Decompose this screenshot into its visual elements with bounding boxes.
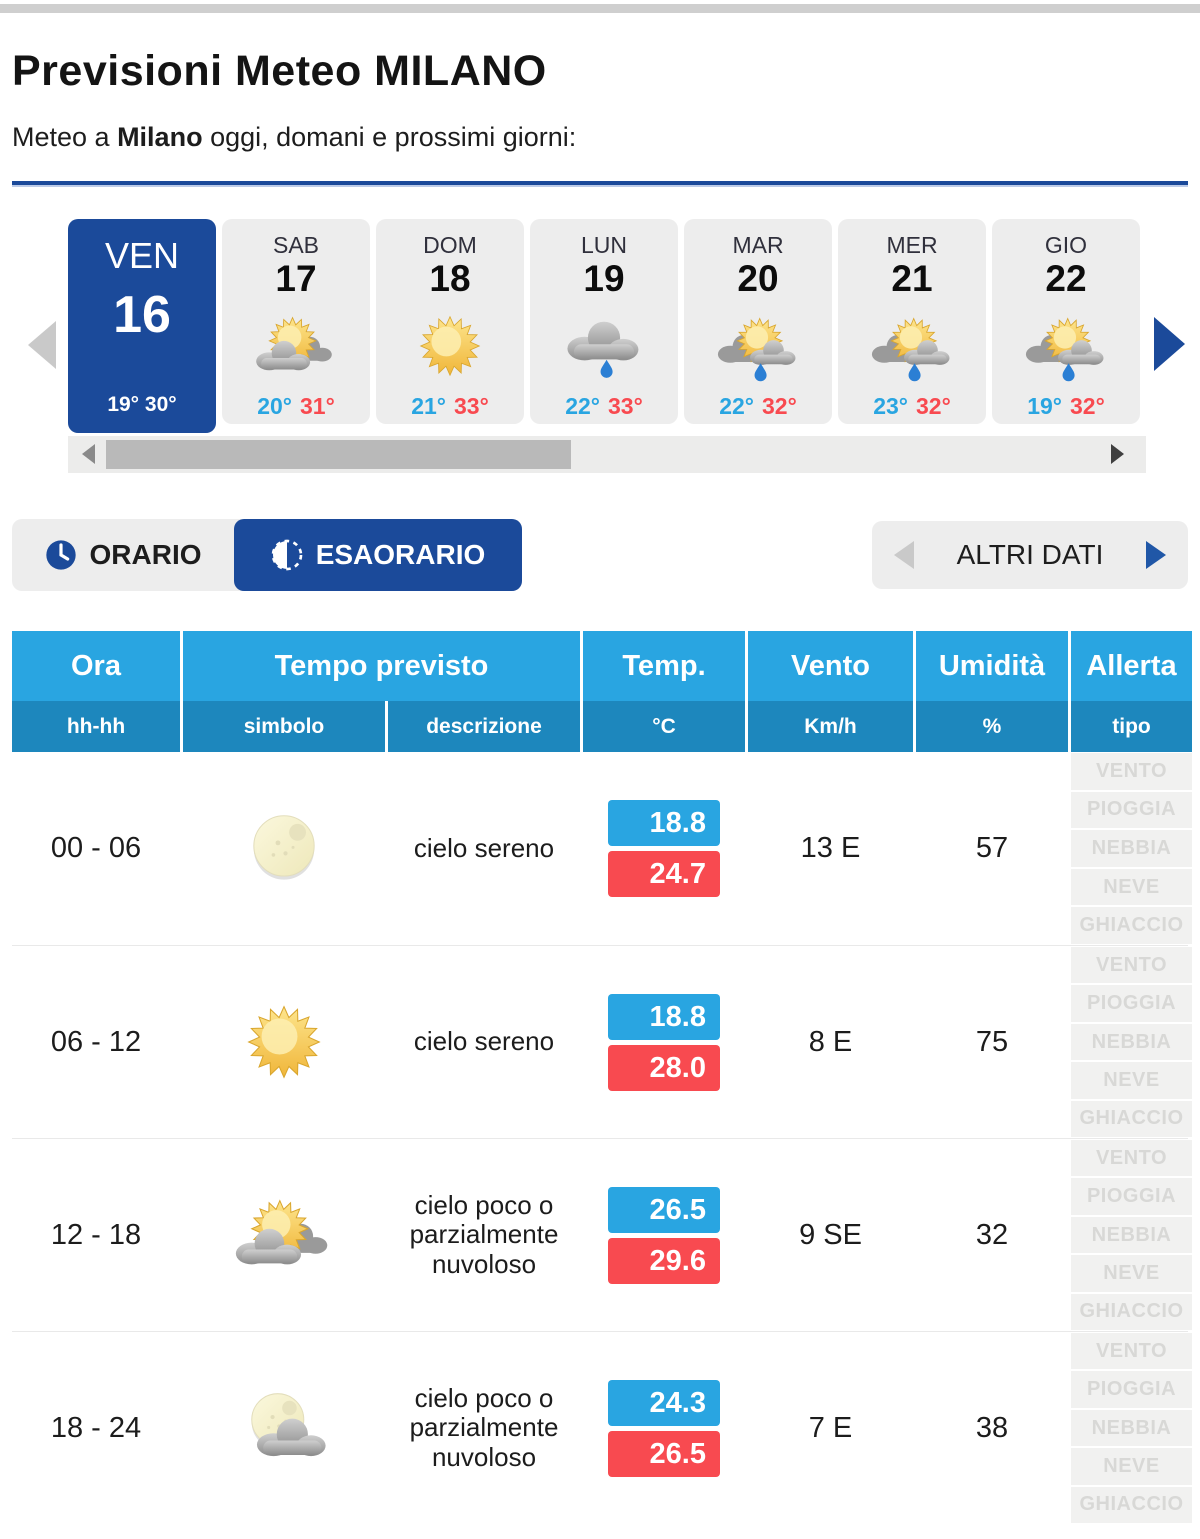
day-card[interactable] (838, 219, 986, 424)
sun-cloud-rain-icon (1023, 303, 1109, 389)
row-temp (583, 994, 745, 1091)
subtitle-suffix: oggi, domani e prossimi giorni: (202, 122, 577, 152)
alert-pioggia: PIOGGIA (1071, 792, 1192, 829)
day-card[interactable] (376, 219, 524, 424)
carousel-prev-icon[interactable] (28, 321, 56, 369)
altri-dati-prev-icon[interactable] (894, 541, 914, 569)
alert-nebbia: NEBBIA (1071, 830, 1192, 867)
row-ora: 00 - 06 (50, 832, 142, 864)
row-ora: 18 - 24 (50, 1411, 142, 1444)
table-header (12, 631, 1188, 701)
alert-ghiaccio: GHIACCIO (1071, 907, 1192, 944)
header-ora: Ora (12, 631, 180, 701)
rain-cloud-icon (561, 303, 647, 389)
blue-divider (12, 181, 1188, 187)
day-temps (992, 393, 1140, 420)
row-allerta (1071, 1332, 1192, 1524)
scrollbar-left-arrow-icon[interactable] (82, 444, 95, 464)
alert-nebbia: NEBBIA (1071, 1024, 1192, 1060)
table-subheader (12, 701, 1188, 752)
altri-dati-next-icon[interactable] (1146, 541, 1166, 569)
temp-max-badge: 24.7 (608, 851, 720, 897)
day-date: 16 (113, 286, 171, 344)
row-umidita: 75 (975, 1025, 1009, 1058)
day-temp-max: 32° (1070, 393, 1105, 419)
temp-min-badge: 18.8 (608, 800, 720, 846)
alert-neve: NEVE (1071, 1062, 1192, 1098)
header-temp: Temp. (583, 631, 745, 701)
day-card[interactable] (530, 219, 678, 424)
moon-cloud-icon (183, 1376, 385, 1480)
day-date: 21 (891, 258, 933, 299)
subheader-simbolo: simbolo (183, 701, 385, 752)
day-carousel (12, 219, 1188, 473)
header-vento: Vento (748, 631, 913, 701)
temp-max-badge: 26.5 (608, 1431, 720, 1477)
row-vento: 9 SE (799, 1218, 862, 1251)
scrollbar-right-arrow-icon[interactable] (1111, 444, 1124, 464)
subtitle (12, 122, 1188, 153)
day-temp-min: 20° (257, 393, 292, 419)
day-label: GIO (1044, 232, 1088, 258)
view-controls (12, 519, 1188, 591)
temp-min-badge: 24.3 (608, 1380, 720, 1426)
day-label: MER (886, 232, 938, 258)
table-row (12, 945, 1188, 1138)
clock-icon (45, 539, 77, 571)
day-card-selected[interactable] (68, 219, 216, 433)
day-temp-max: 33° (608, 393, 643, 419)
alert-ghiaccio: GHIACCIO (1071, 1294, 1192, 1330)
row-descrizione: cielo sereno (413, 832, 555, 863)
row-temp (583, 800, 745, 897)
subheader-kmh: Km/h (748, 701, 913, 752)
row-vento: 13 E (800, 832, 861, 864)
row-descrizione: cielo poco o parzialmente nuvoloso (409, 1190, 559, 1279)
moon-icon (183, 797, 385, 901)
row-vento: 8 E (808, 1025, 853, 1058)
temp-min-badge: 26.5 (608, 1187, 720, 1233)
alert-vento: VENTO (1071, 947, 1192, 983)
page-title: Previsioni Meteo MILANO (12, 47, 547, 95)
day-date: 22 (1045, 258, 1087, 299)
alert-neve: NEVE (1071, 869, 1192, 906)
row-descrizione: cielo poco o parzialmente nuvoloso (409, 1383, 559, 1472)
day-temps (838, 393, 986, 420)
table-row (12, 752, 1188, 945)
tab-orario-label: ORARIO (89, 539, 202, 570)
row-allerta (1071, 946, 1192, 1138)
alert-neve: NEVE (1071, 1255, 1192, 1291)
day-temp-min: 22° (565, 393, 600, 419)
header-allerta: Allerta (1071, 631, 1192, 701)
day-temp-min: 19° (1027, 393, 1062, 419)
row-descrizione: cielo sereno (413, 1026, 555, 1057)
day-temps (530, 393, 678, 420)
half-clock-icon (271, 539, 303, 571)
alert-nebbia: NEBBIA (1071, 1410, 1192, 1446)
row-ora: 06 - 12 (50, 1025, 142, 1058)
sun-cloud-icon (183, 1183, 385, 1287)
sun-cloud-rain-icon (869, 303, 955, 389)
alert-nebbia: NEBBIA (1071, 1217, 1192, 1253)
tab-esaorario[interactable] (234, 519, 522, 591)
day-temp-min: 21° (411, 393, 446, 419)
day-card[interactable] (684, 219, 832, 424)
day-temps (222, 393, 370, 420)
subheader-celsius: °C (583, 701, 745, 752)
day-temps (376, 393, 524, 420)
day-temps (684, 393, 832, 420)
temp-min-badge: 18.8 (608, 994, 720, 1040)
day-date: 18 (429, 258, 471, 299)
carousel-next-icon[interactable] (1154, 317, 1185, 371)
day-temp-max: 32° (762, 393, 797, 419)
header-umidita: Umidità (916, 631, 1068, 701)
row-ora: 12 - 18 (50, 1218, 142, 1251)
alert-ghiaccio: GHIACCIO (1071, 1487, 1192, 1523)
day-date: 19 (583, 258, 625, 299)
day-label: LUN (580, 232, 627, 258)
alert-pioggia: PIOGGIA (1071, 1178, 1192, 1214)
alert-ghiaccio: GHIACCIO (1071, 1101, 1192, 1137)
scrollbar-thumb[interactable] (106, 440, 571, 469)
altri-dati-label: ALTRI DATI (956, 539, 1104, 570)
sun-cloud-icon (253, 303, 339, 389)
day-label: VEN (104, 235, 180, 276)
day-temps: 19° 30° (107, 393, 177, 416)
row-vento: 7 E (808, 1411, 853, 1444)
subtitle-prefix: Meteo a (12, 122, 118, 152)
top-divider (0, 4, 1200, 13)
day-cards (68, 219, 1140, 433)
subheader-descrizione: descrizione (388, 701, 580, 752)
row-allerta (1071, 1139, 1192, 1331)
subheader-hh: hh-hh (12, 701, 180, 752)
row-allerta (1071, 752, 1192, 945)
sun-icon (183, 990, 385, 1094)
sun-cloud-rain-icon (715, 303, 801, 389)
day-card[interactable] (992, 219, 1140, 424)
day-label: SAB (272, 232, 320, 258)
header-tempo-previsto: Tempo previsto (183, 631, 580, 701)
row-temp (583, 1380, 745, 1477)
alert-vento: VENTO (1071, 753, 1192, 790)
tab-esaorario-label: ESAORARIO (315, 539, 486, 570)
day-date: 17 (275, 258, 317, 299)
row-umidita: 57 (975, 832, 1009, 864)
altri-dati-button[interactable] (872, 521, 1188, 589)
day-temp-max: 32° (916, 393, 951, 419)
alert-pioggia: PIOGGIA (1071, 985, 1192, 1021)
day-label: MAR (732, 232, 784, 258)
row-temp (583, 1187, 745, 1284)
subheader-tipo: tipo (1071, 701, 1192, 752)
temp-max-badge: 28.0 (608, 1045, 720, 1091)
temp-max-badge: 29.6 (608, 1238, 720, 1284)
day-temp-min: 23° (873, 393, 908, 419)
carousel-scrollbar[interactable] (68, 436, 1146, 473)
subtitle-city: Milano (117, 122, 203, 152)
alert-neve: NEVE (1071, 1448, 1192, 1484)
day-date: 20 (737, 258, 779, 299)
table-row (12, 1138, 1188, 1331)
subheader-percent: % (916, 701, 1068, 752)
day-temp-min: 22° (719, 393, 754, 419)
sun-icon (407, 303, 493, 389)
alert-vento: VENTO (1071, 1140, 1192, 1176)
row-umidita: 32 (975, 1218, 1009, 1251)
day-temp-max: 33° (454, 393, 489, 419)
table-row (12, 1331, 1188, 1524)
alert-vento: VENTO (1071, 1333, 1192, 1369)
day-label: DOM (423, 232, 477, 258)
forecast-table (12, 631, 1188, 1524)
tab-orario[interactable] (12, 519, 234, 591)
row-umidita: 38 (975, 1411, 1009, 1444)
alert-pioggia: PIOGGIA (1071, 1371, 1192, 1407)
day-card[interactable] (222, 219, 370, 424)
day-temp-max: 31° (300, 393, 335, 419)
tab-group (12, 519, 522, 591)
